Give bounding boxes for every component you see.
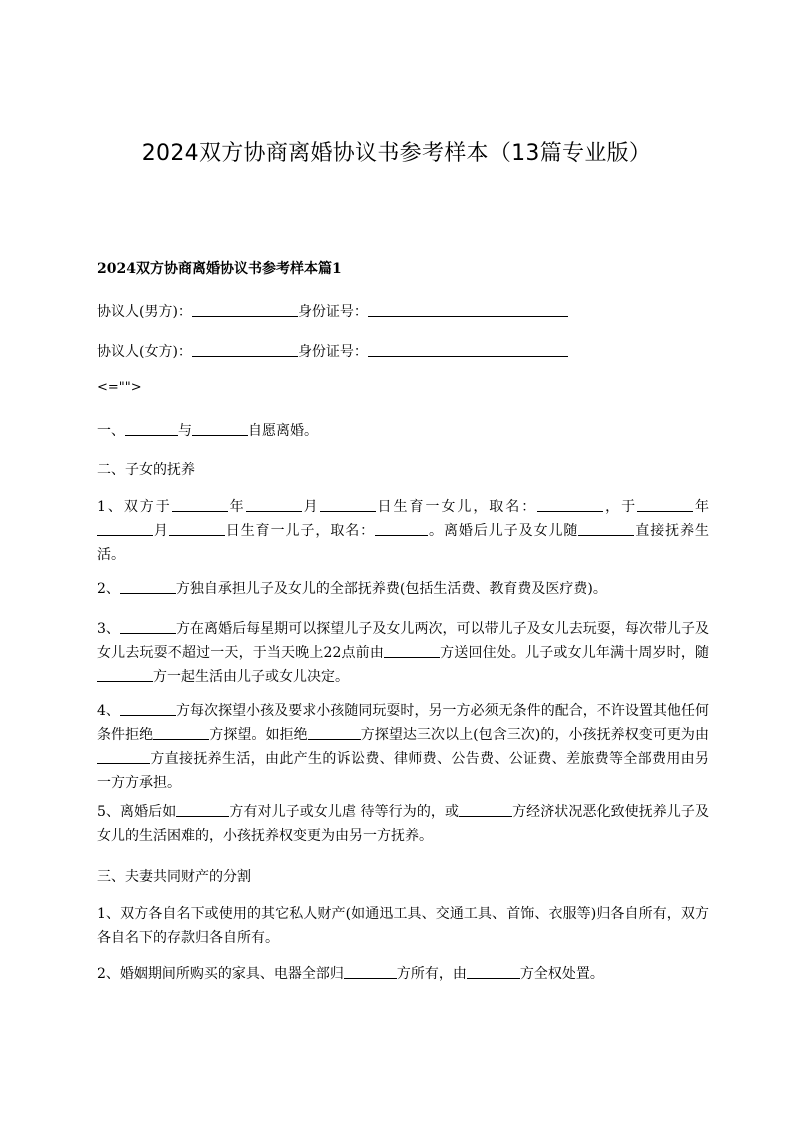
blank-field [97,520,153,536]
clause-1 [97,419,709,443]
text: 一、 [97,423,125,439]
blank-field [384,642,440,658]
blank-field [192,420,248,436]
blank-field [368,341,568,357]
id-label: 身份证号： [297,344,368,360]
section-heading: 2024双方协商离婚协议书参考样本篇1 [97,261,342,277]
section-2-heading: 二、子女的抚养 [97,462,195,478]
paragraph-2-5 [97,800,709,848]
blank-field [120,700,176,716]
text: 方一起生活由儿子或女儿决定。 [153,669,349,685]
text: 方每次探望小孩及要求小孩随同玩耍时，另一方必须无条件的配合，不许设置其他任何条件拒绝 [97,703,709,743]
text: 年 [227,499,246,515]
paragraph-2-1 [97,495,709,567]
paragraph-2-4 [97,699,709,795]
blank-field [192,301,298,317]
text: 月 [301,499,320,515]
section-3-heading: 三、夫妻共同财产的分割 [97,869,251,885]
id-label: 身份证号： [297,304,368,320]
text: 与 [178,423,192,439]
blank-field [578,520,634,536]
text: 3、 [97,621,120,637]
blank-field [153,724,209,740]
text: 1、双方于 [97,499,172,515]
party-male-line [97,300,709,324]
text: ，于 [603,499,638,515]
document-title: 2024双方协商离婚协议书参考样本（13篇专业版） [141,141,652,166]
text: 月 [153,523,169,539]
text: 方探望达三次以上(包含三次)的，小孩抚养权变可更为由 [360,727,709,743]
text: 方探望。如拒绝 [209,727,308,743]
blank-field [176,801,229,817]
blank-field [467,963,520,979]
text: 4、 [97,703,120,719]
paragraph-2-3 [97,617,709,689]
party-female-label: 协议人(女方)： [97,344,192,360]
blank-field [246,496,302,512]
text: 方有对儿子或女儿虐 待等行为的，或 [229,804,460,820]
blank-field [637,496,693,512]
paragraph-3-1: 1、双方各自名下或使用的其它私人财产(如通迅工具、交通工具、首饰、衣服等)归各自所有，双方各自名下的存款归各自所有。 [97,906,709,946]
text: 方独自承担儿子及女儿的全部抚养费(包括生活费、教育费及医疗费)。 [175,581,607,597]
text: 自愿离婚。 [248,423,318,439]
blank-field [120,578,176,594]
text: 方送回住处。儿子或女儿年满十周岁时，随 [439,645,709,661]
text: 直接抚养生活。 [97,523,710,563]
party-female-line [97,340,709,364]
text: 方经济状况恶化致使抚养儿子及女儿的生活困难的，小孩抚养权变更为由另一方抚养。 [97,804,709,844]
text: 2、婚姻期间所购买的家具、电器全部归 [97,966,344,982]
text: 日生育一女儿，取名： [375,499,538,515]
blank-field [120,618,176,634]
party-male-label: 协议人(男方)： [97,304,192,320]
blank-field [320,496,376,512]
blank-field [172,496,228,512]
blank-field [97,748,150,764]
paragraph-2-2 [97,577,709,601]
blank-field [375,520,428,536]
blank-field [368,301,568,317]
text: 方在离婚后每星期可以探望儿子及女儿两次，可以带儿子及女儿去玩耍，每次带儿子及女儿去玩耍不超过一天，于当天晚上22点前由 [97,621,709,661]
text: 日生育一儿子，取名： [224,523,376,539]
text: 。离婚后儿子及女儿随 [428,523,579,539]
text: 年 [693,499,710,515]
text: 方直接抚养生活，由此产生的诉讼费、律师费、公告费、公证费、差旅费等全部费用由另一方方承担。 [97,751,709,791]
markup-residue: <=""> [97,380,142,395]
blank-field [459,801,512,817]
text: 方所有，由 [396,966,467,982]
text: 方全权处置。 [519,966,604,982]
paragraph-3-2 [97,962,709,986]
blank-field [192,341,298,357]
blank-field [169,520,225,536]
blank-field [537,496,603,512]
text: 2、 [97,581,120,597]
blank-field [308,724,361,740]
blank-field [344,963,397,979]
blank-field [97,666,153,682]
blank-field [125,420,178,436]
text: 5、离婚后如 [97,804,177,820]
